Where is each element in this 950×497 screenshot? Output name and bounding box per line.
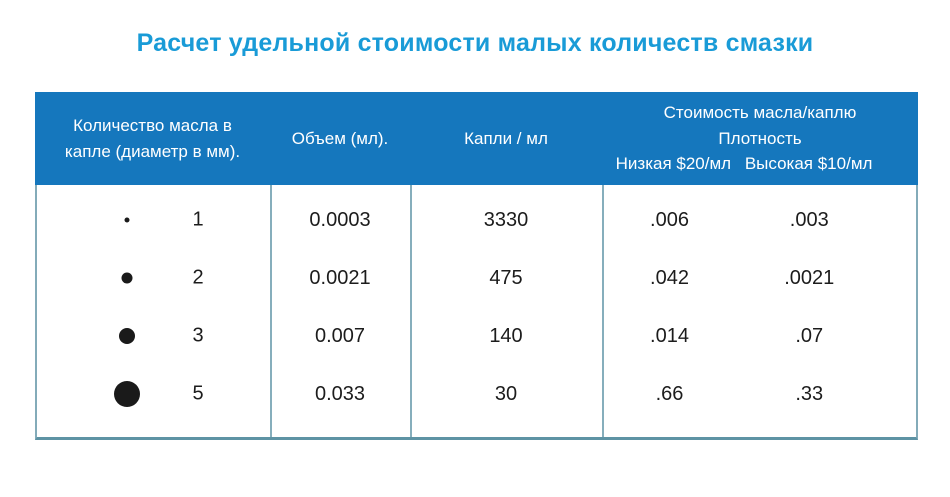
drop-diameter-value: 3	[192, 324, 204, 347]
cell-drops-per-ml: 3330	[483, 208, 529, 231]
cost-low-value: .006	[650, 208, 689, 231]
cost-high-value: .33	[795, 382, 824, 405]
cost-high-value: .003	[789, 208, 829, 231]
table-body	[35, 185, 918, 440]
drop-diameter-value: 5	[192, 382, 204, 405]
cost-header-spacer	[879, 151, 912, 177]
cost-header-high-density: Высокая $10/мл	[744, 154, 873, 174]
cell-cost	[602, 191, 916, 249]
cell-drop-size	[37, 191, 270, 249]
cost-header-low-density: Низкая $20/мл	[615, 154, 732, 174]
cell-drops-per-ml: 30	[494, 382, 518, 405]
page-title: Расчет удельной стоимости малых количеств смазки	[136, 29, 814, 57]
cell-drop-size	[37, 307, 270, 365]
table-row	[37, 191, 916, 249]
column-divider	[602, 185, 604, 437]
column-divider	[410, 185, 412, 437]
table-row	[37, 249, 916, 307]
cost-high-value: .07	[795, 324, 824, 347]
cost-header-line2: Плотность	[718, 128, 802, 148]
column-header-drops-per-ml: Капли / мл	[464, 128, 548, 148]
cell-drop-size	[37, 365, 270, 423]
cost-header-line3	[608, 151, 912, 177]
cell-drops-per-ml: 140	[489, 324, 523, 347]
cell-drop-size	[37, 249, 270, 307]
column-header-cost	[602, 100, 918, 177]
cost-low-value: .042	[650, 266, 689, 289]
drop-quantity-header-line1: Количество масла в	[73, 116, 232, 135]
cell-volume: 0.0003	[309, 208, 371, 231]
table-row	[37, 365, 916, 423]
table-row	[37, 307, 916, 365]
oil-drop-dot	[122, 273, 133, 284]
column-divider	[270, 185, 272, 437]
oil-drop-dot	[119, 328, 135, 344]
table-header-row	[35, 92, 918, 185]
cell-cost	[602, 365, 916, 423]
cost-header-line1: Стоимость масла/каплю	[663, 103, 857, 123]
cell-drops-per-ml: 475	[489, 266, 523, 289]
cell-volume: 0.0021	[309, 266, 371, 289]
cell-cost	[602, 307, 916, 365]
drop-diameter-value: 1	[192, 208, 204, 231]
cost-high-value: .0021	[784, 266, 835, 289]
oil-drop-dot	[114, 381, 140, 407]
drop-quantity-header-line2: капле (диаметр в мм).	[64, 141, 241, 161]
cell-cost	[602, 249, 916, 307]
cost-low-value: .66	[655, 382, 684, 405]
column-header-drop-quantity	[35, 113, 270, 164]
cost-low-value: .014	[650, 324, 689, 347]
oil-drop-dot	[125, 218, 130, 223]
cell-volume: 0.007	[314, 324, 366, 347]
drop-diameter-value: 2	[192, 266, 204, 289]
cell-volume: 0.033	[314, 382, 366, 405]
column-header-volume: Объем (мл).	[291, 128, 389, 148]
grease-cost-table	[35, 92, 918, 440]
